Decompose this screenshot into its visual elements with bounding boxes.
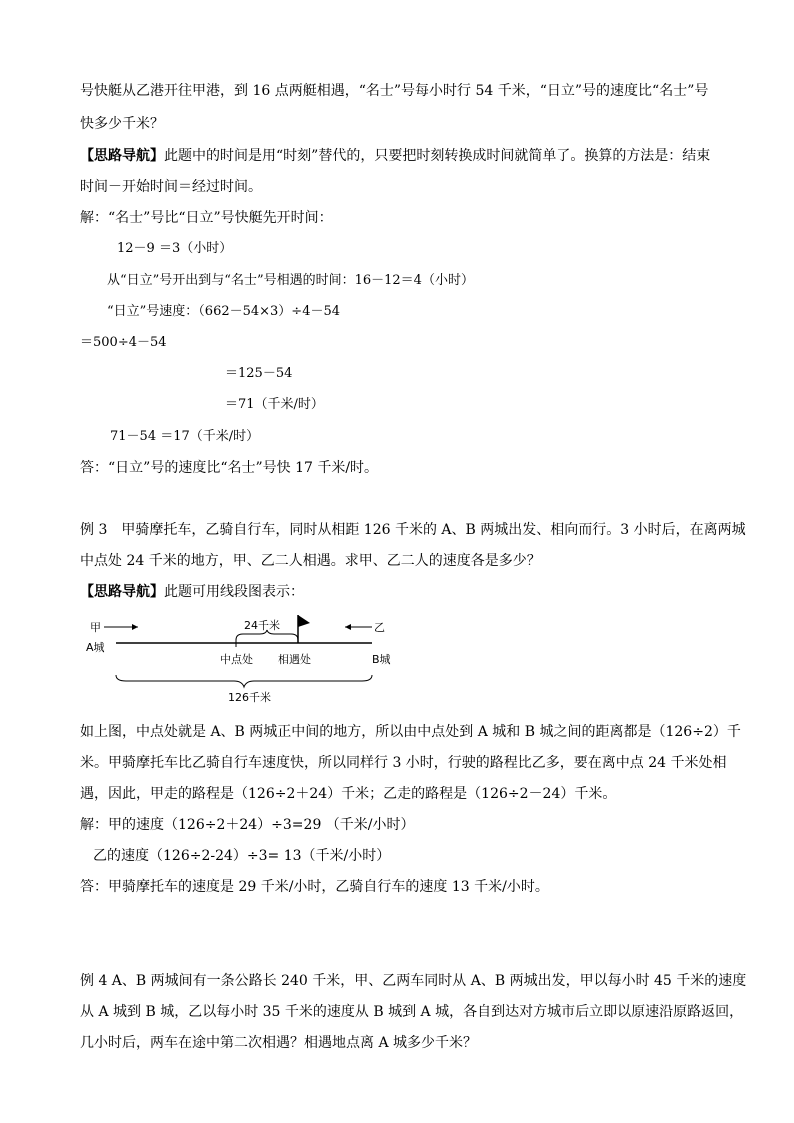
- yi-label: 乙: [374, 621, 385, 634]
- equation-line: ＝71（千米/时）: [225, 397, 324, 412]
- text-line: 时间－开始时间＝经过时间。: [80, 179, 262, 195]
- text-line: 从“日立”号开出到与“名士”号相遇的时间：16－12＝4（小时）: [107, 273, 474, 288]
- dist-24-label: 24千米: [244, 619, 280, 632]
- equation-line: 解：甲的速度（126÷2＋24）÷3=29 （千米/小时）: [80, 817, 415, 833]
- line-segment-diagram: [80, 605, 400, 710]
- equation-line: ＝500÷4－54: [80, 335, 167, 350]
- text-line: 米。甲骑摩托车比乙骑自行车速度快，所以同样行 3 小时，行驶的路程比乙多，要在离中点 24 千米处相: [80, 755, 727, 771]
- total-label: 126千米: [228, 691, 271, 704]
- answer-line: 答：甲骑摩托车的速度是 29 千米/小时，乙骑自行车的速度 13 千米/小时。: [80, 879, 549, 895]
- jia-arrow-head: [132, 624, 138, 630]
- equation-line: “日立”号速度：（662－54×3）÷4－54: [107, 304, 341, 319]
- equation-line: 71－54 ＝17（千米/时）: [110, 429, 260, 444]
- text-span: 此题可用线段图表示：: [164, 584, 304, 600]
- text-span: 此题中的时间是用“时刻”替代的，只要把时刻转换成时间就简单了。换算的方法是：结束: [164, 148, 711, 164]
- text-line: [80, 583, 304, 601]
- equation-line: 乙的速度（126÷2-24）÷3= 13（千米/小时）: [93, 848, 391, 864]
- answer-line: 答：“日立”号的速度比“名士”号快 17 千米/时。: [80, 460, 379, 476]
- text-line: 号快艇从乙港开往甲港，到 16 点两艇相遇，“名士”号每小时行 54 千米，“日立”号的速度比“名士”号: [80, 83, 709, 99]
- yi-arrow-head: [345, 624, 351, 630]
- problem-line: 从 A 城到 B 城，乙以每小时 35 千米的速度从 B 城到 A 城，各自到达对方城市后立即以原速沿原路返回，: [80, 1004, 744, 1020]
- total-brace: [116, 675, 372, 687]
- section-label: 【思路导航】: [80, 148, 164, 164]
- jia-label: 甲: [90, 621, 101, 634]
- flag-icon: [298, 615, 310, 627]
- midpoint-label: 中点处: [220, 653, 253, 666]
- a-city-label: A城: [86, 641, 105, 654]
- equation-line: ＝125－54: [225, 366, 293, 381]
- section-label: 【思路导航】: [80, 584, 164, 600]
- equation-line: 12－9 ＝3（小时）: [117, 241, 233, 256]
- text-line: 解：“名士”号比“日立”号快艇先开时间：: [80, 210, 333, 226]
- problem-line: 中点处 24 千米的地方，甲、乙二人相遇。求甲、乙二人的速度各是多少？: [80, 553, 541, 569]
- meet-point-label: 相遇处: [278, 653, 311, 666]
- text-line: 遇，因此，甲走的路程是（126÷2＋24）千米；乙走的路程是（126÷2－24）千米。: [80, 786, 617, 802]
- problem-line: 几小时后，两车在途中第二次相遇？相遇地点离 A 城多少千米？: [80, 1035, 478, 1051]
- text-line: [80, 147, 710, 165]
- problem-line: 例 4 A、B 两城间有一条公路长 240 千米，甲、乙两车同时从 A、B 两城出发，甲以每小时 45 千米的速度: [80, 973, 747, 989]
- text-line: 如上图，中点处就是 A、B 两城正中间的地方，所以由中点处到 A 城和 B 城之间的距离都是（126÷2）千: [80, 724, 741, 740]
- problem-line: 例 3 甲骑摩托车，乙骑自行车，同时从相距 126 千米的 A、B 两城出发、相向而行。3 小时后，在离两城: [80, 522, 746, 538]
- text-line: 快多少千米？: [80, 116, 164, 132]
- b-city-label: B城: [372, 653, 391, 666]
